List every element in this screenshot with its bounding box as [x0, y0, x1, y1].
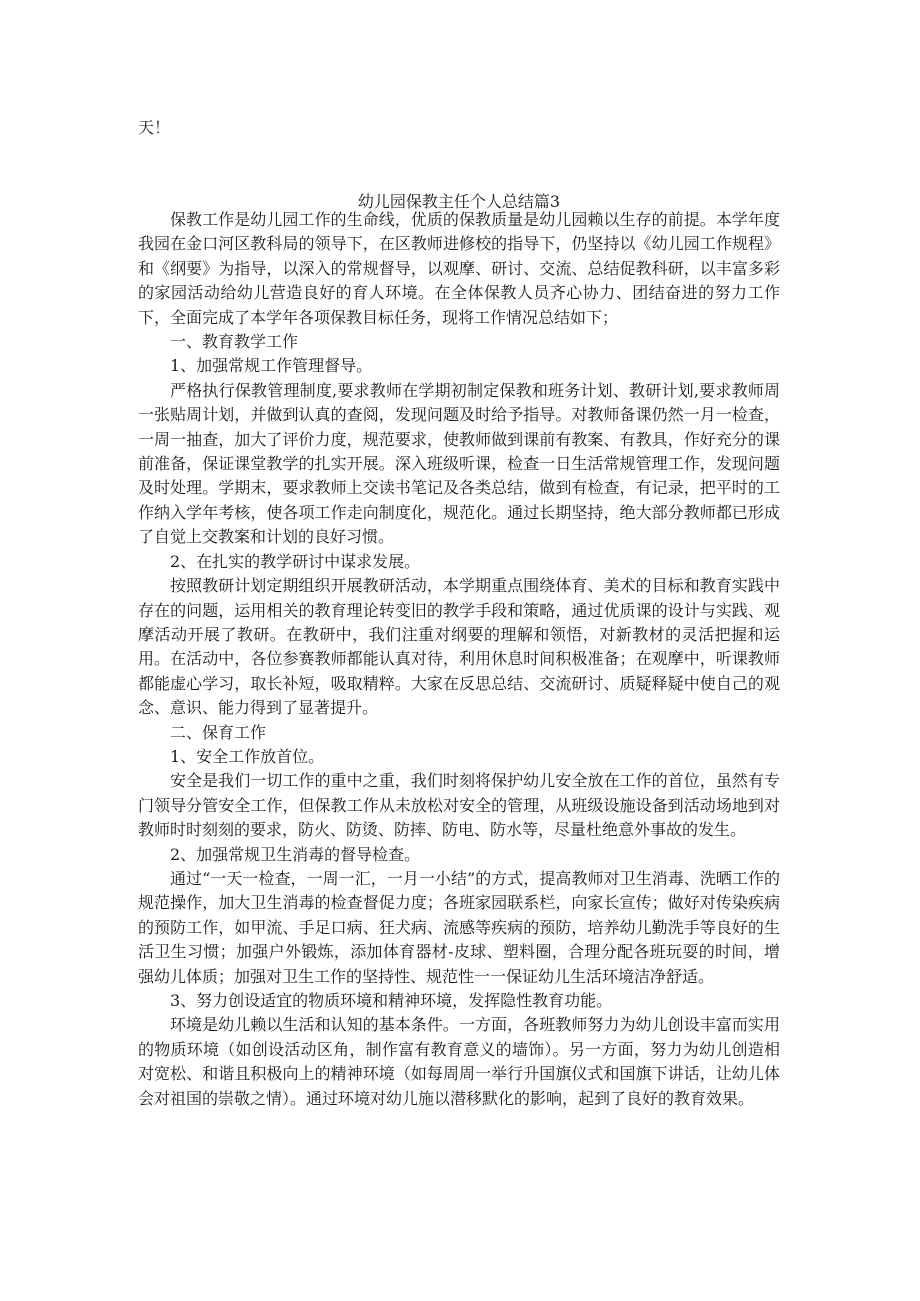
previous-page-tail-text: 天！	[138, 118, 171, 137]
paragraph-hygiene: 通过“一天一检查，一周一汇，一月一小结”的方式，提高教师对卫生消毒、洗晒工作的规范操作，加大卫生消毒的检查督促力度；各班家园联系栏，向家长宣传；做好对传染疾病的预防工作，如甲流、手足口病、狂犬病、流感等疾病的预防，培养幼儿勤洗手等良好的生活卫生习惯；加强户外锻炼，添加体育器材-皮球、塑料圈，合理分配各班玩耍的时间，增强幼儿体质；加强对卫生工作的坚持性、规范性一一保证幼儿生活环境洁净舒适。	[138, 868, 780, 986]
section-heading-care: 二、保育工作	[170, 722, 267, 742]
document-title: 幼儿园保教主任个人总结篇3	[357, 192, 561, 211]
paragraph-intro: 保教工作是幼儿园工作的生命线，优质的保教质量是幼儿园赖以生存的前提。本学年度我园在金口河区教科局的领导下，在区教师进修校的指导下，仍坚持以《幼儿园工作规程》和《纲要》为指导，以深入的常规督导，以观摩、研讨、交流、总结促教科研，以丰富多彩的家园活动给幼儿营造良好的育人环境。在全体保教人员齐心协力、团结奋进的努力工作下，全面完成了本学年各项保教目标任务，现将工作情况总结如下；	[138, 210, 780, 327]
section-heading-teaching: 一、教育教学工作	[170, 332, 299, 352]
subheading-safety: 1、安全工作放首位。	[170, 746, 325, 766]
subheading-routine-supervision: 1、加强常规工作管理督导。	[170, 356, 373, 376]
paragraph-environment: 环境是幼儿赖以生活和认知的基本条件。一方面，各班教师努力为幼儿创设丰富而实用的物质环境（如创设活动区角，制作富有教育意义的墙饰）。另一方面，努力为幼儿创造相对宽松、和谐且积极向上的精神环境（如每周周一举行升国旗仪式和国旗下讲话，让幼儿体会对祖国的崇敬之情）。通过环境对幼儿施以潜移默化的影响，起到了良好的教育效果。	[138, 1015, 780, 1108]
subheading-environment: 3、努力创设适宜的物质环境和精神环境，发挥隐性教育功能。	[170, 991, 613, 1010]
paragraph-teaching-research: 按照教研计划定期组织开展教研活动，本学期重点围绕体育、美术的目标和教育实践中存在的问题，运用相关的教育理论转变旧的教学手段和策略，通过优质课的设计与实践、观摩活动开展了教研。在教研中，我们注重对纲要的理解和领悟，对新教材的灵活把握和运用。在活动中，各位参赛教师都能认真对待，利用休息时间积极准备；在观摩中，听课教师都能虚心学习，取长补短，吸取精粹。大家在反思总结、交流研讨、质疑释疑中使自己的观念、意识、能力得到了显著提升。	[138, 576, 780, 718]
subheading-hygiene: 2、加强常规卫生消毒的督导检查。	[170, 844, 421, 864]
subheading-teaching-research: 2、在扎实的教学研讨中谋求发展。	[170, 551, 421, 571]
paragraph-routine-supervision: 严格执行保教管理制度,要求教师在学期初制定保教和班务计划、教研计划,要求教师周一张贴周计划，并做到认真的查阅，发现问题及时给予指导。对教师备课仍然一月一检查，一周一抽查，加大了评价力度，规范要求，使教师做到课前有教案、有教具，作好充分的课前准备，保证课堂教学的扎实开展。深入班级听课，检查一日生活常规管理工作，发现问题及时处理。学期末，要求教师上交读书笔记及各类总结，做到有检查，有记录，把平时的工作纳入学年考核，使各项工作走向制度化，规范化。通过长期坚持，绝大部分教师都已形成了自觉上交教案和计划的良好习惯。	[138, 380, 780, 547]
paragraph-safety: 安全是我们一切工作的重中之重，我们时刻将保护幼儿安全放在工作的首位，虽然有专门领导分管安全工作，但保教工作从未放松对安全的管理，从班级设施设备到活动场地到对教师时时刻刻的要求，防火、防烫、防摔、防电、防水等，尽量杜绝意外事故的发生。	[138, 771, 780, 840]
document-body	[138, 208, 780, 1111]
